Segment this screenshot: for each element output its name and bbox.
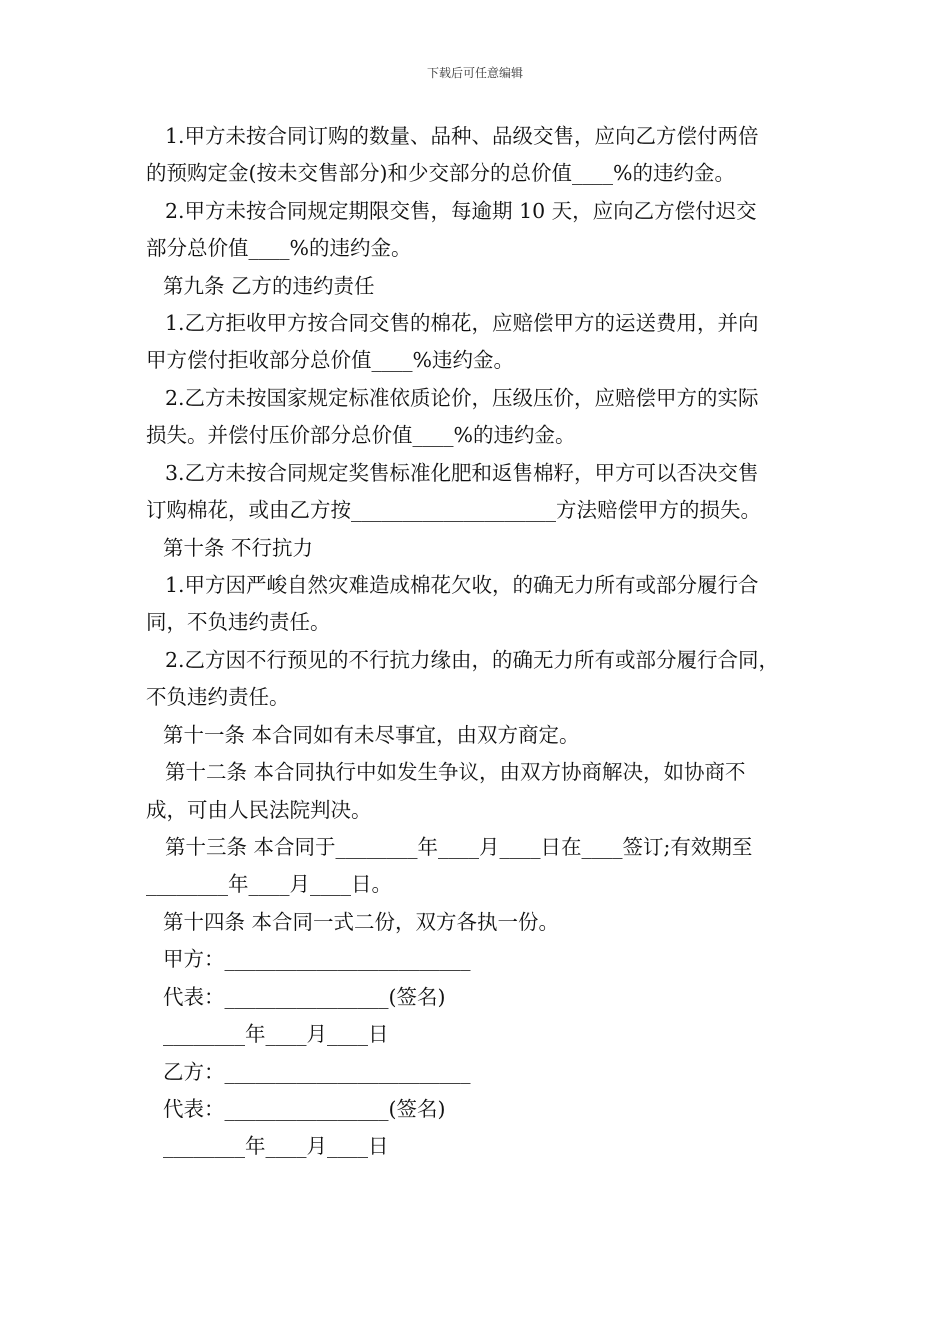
section-heading: 第九条 乙方的违约责任 — [163, 274, 375, 298]
paragraph-line: 的预购定金(按未交售部分)和少交部分的总价值____%的违约金。 — [146, 161, 735, 185]
paragraph-line: 第十三条 本合同于________年____月____日在____签订;有效期至 — [165, 835, 753, 859]
paragraph-line: 1.乙方拒收甲方按合同交售的棉花，应赔偿甲方的运送费用，并向 — [165, 311, 759, 335]
paragraph-line: 部分总价值____%的违约金。 — [146, 236, 412, 260]
signature-party-b: 乙方：________________________ — [163, 1060, 471, 1084]
paragraph-line: 甲方偿付拒收部分总价值____%违约金。 — [146, 348, 514, 372]
paragraph-line: ________年____月____日。 — [146, 872, 392, 896]
paragraph-line: 不负违约责任。 — [146, 685, 290, 709]
signature-representative-b: 代表：________________(签名) — [163, 1097, 446, 1121]
paragraph-line: 第十二条 本合同执行中如发生争议，由双方协商解决，如协商不 — [165, 760, 746, 784]
paragraph-line: 订购棉花，或由乙方按____________________方法赔偿甲方的损失。 — [146, 498, 761, 522]
signature-party-a: 甲方：________________________ — [163, 947, 471, 971]
paragraph-line: 2.乙方因不行预见的不行抗力缘由，的确无力所有或部分履行合同， — [165, 648, 780, 672]
paragraph-line: 3.乙方未按合同规定奖售标准化肥和返售棉籽，甲方可以否决交售 — [165, 461, 759, 485]
paragraph-line: 2.甲方未按合同规定期限交售，每逾期 10 天，应向乙方偿付迟交 — [165, 199, 757, 223]
page-header: 下载后可任意编辑 — [426, 66, 523, 80]
signature-date-a: ________年____月____日 — [163, 1022, 389, 1046]
section-heading: 第十条 不行抗力 — [163, 536, 314, 560]
paragraph-line: 1.甲方未按合同订购的数量、品种、品级交售，应向乙方偿付两倍 — [165, 124, 759, 148]
paragraph-line: 1.甲方因严峻自然灾难造成棉花欠收，的确无力所有或部分履行合 — [165, 573, 759, 597]
paragraph-line: 第十四条 本合同一式二份，双方各执一份。 — [163, 910, 560, 934]
paragraph-line: 成，可由人民法院判决。 — [146, 798, 372, 822]
paragraph-line: 损失。并偿付压价部分总价值____%的违约金。 — [146, 423, 576, 447]
paragraph-line: 第十一条 本合同如有未尽事宜，由双方商定。 — [163, 723, 580, 747]
signature-representative-a: 代表：________________(签名) — [163, 985, 446, 1009]
paragraph-line: 同，不负违约责任。 — [146, 610, 331, 634]
signature-date-b: ________年____月____日 — [163, 1134, 389, 1158]
paragraph-line: 2.乙方未按国家规定标准依质论价，压级压价，应赔偿甲方的实际 — [165, 386, 759, 410]
